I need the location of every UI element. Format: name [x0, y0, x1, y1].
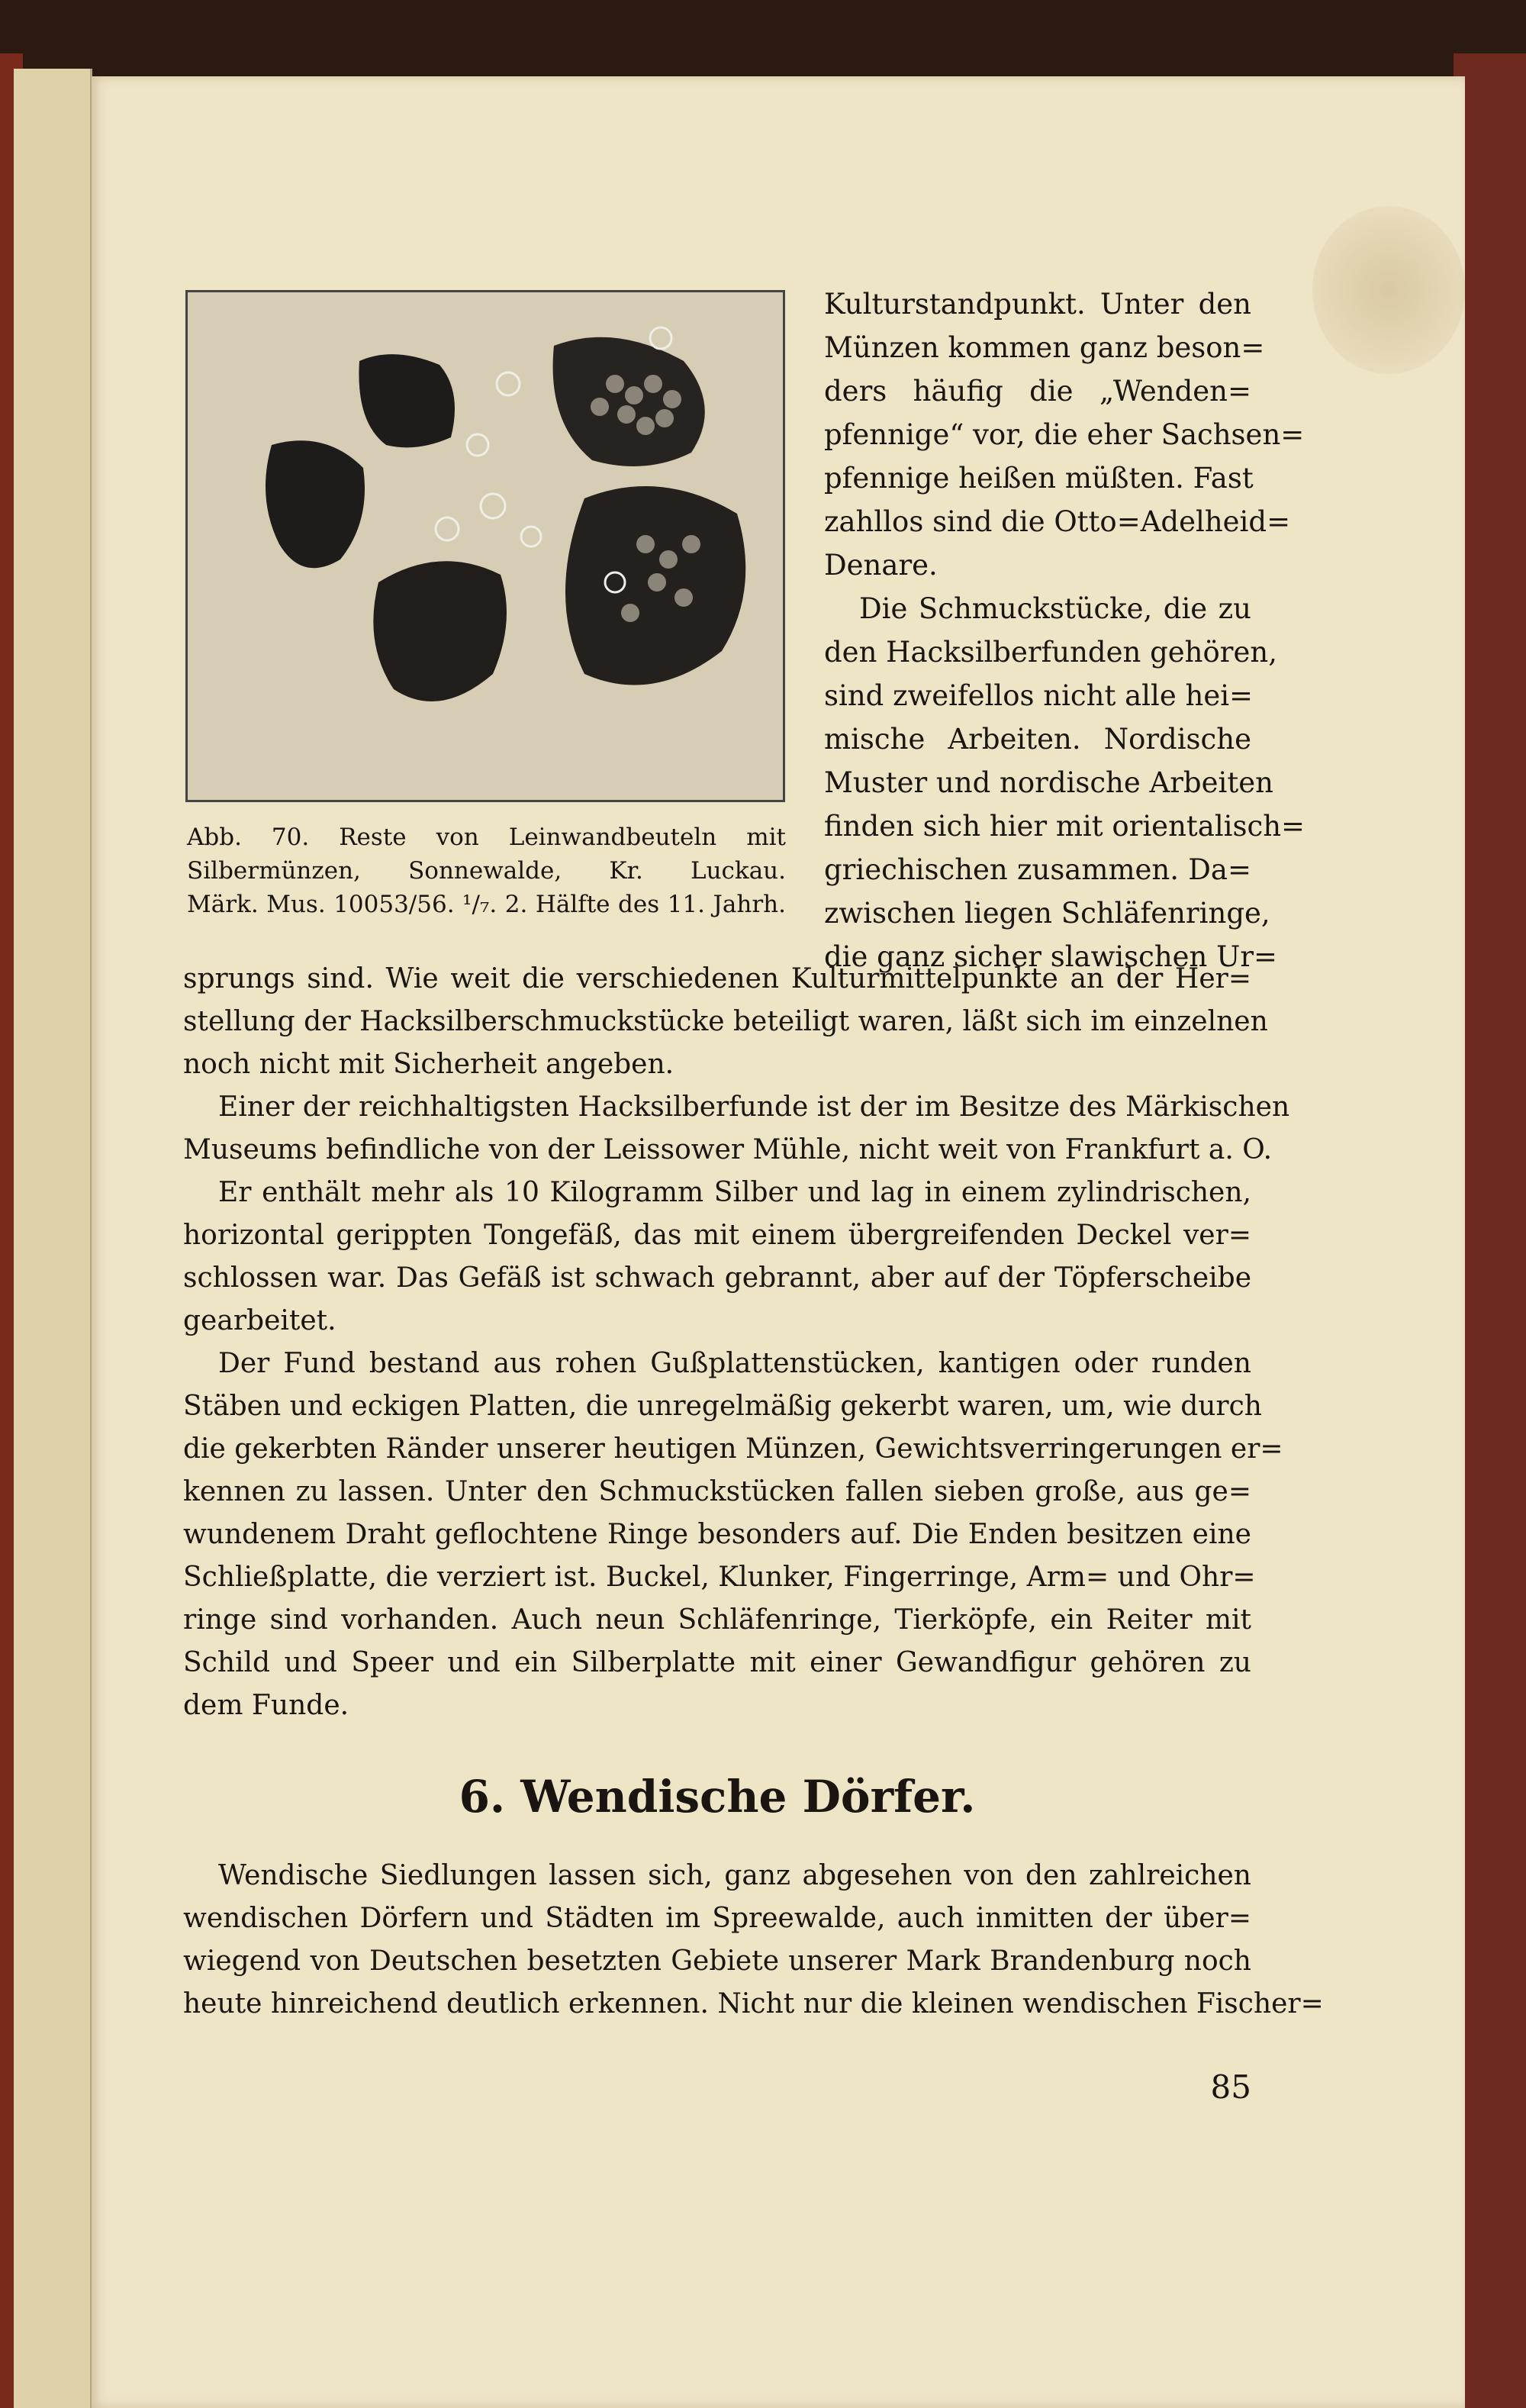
text-line: sind zweifellos nicht alle hei=	[824, 679, 1254, 712]
coin-bags-illustration	[188, 292, 783, 800]
text-line: den Hacksilberfunden gehören,	[824, 636, 1277, 669]
text-line: ders häufig die „Wenden=	[824, 375, 1251, 408]
text-line: wiegend von Deutschen besetzten Gebiete unserer Mark Brandenburg noch	[183, 1945, 1251, 1977]
text-line: griechischen zusammen. Da=	[824, 853, 1251, 886]
text-line: wundenem Draht geflochtene Ringe besonders auf. Die Enden besitzen eine	[183, 1519, 1251, 1550]
text-line: gearbeitet.	[183, 1305, 336, 1336]
caption-line: Abb. 70. Reste von Leinwandbeuteln mit	[187, 824, 786, 851]
text-line: Schild und Speer und ein Silberplatte mit einer Gewandfigur gehören zu	[183, 1647, 1251, 1678]
text-line: Einer der reichhaltigsten Hacksilberfunde ist der im Besitze des Märkischen	[218, 1091, 1290, 1123]
text-line: Er enthält mehr als 10 Kilogramm Silber und lag in einem zylindrischen,	[218, 1177, 1251, 1208]
text-line: heute hinreichend deutlich erkennen. Nicht nur die kleinen wendischen Fischer=	[183, 1988, 1324, 2020]
text-line: die ganz sicher slawischen Ur=	[824, 940, 1278, 973]
text-line: kennen zu lassen. Unter den Schmuckstücken fallen sieben große, aus ge=	[183, 1476, 1251, 1507]
text-line: Münzen kommen ganz beson=	[824, 331, 1265, 364]
text-line: wendischen Dörfern und Städten im Spreewalde, auch inmitten der über=	[183, 1903, 1251, 1934]
text-line: finden sich hier mit orientalisch=	[824, 810, 1305, 843]
text-line: pfennige heißen müßten. Fast	[824, 462, 1254, 495]
figure-photo	[185, 290, 785, 802]
text-line: stellung der Hacksilberschmuckstücke beteiligt waren, läßt sich im einzelnen	[183, 1006, 1268, 1037]
page-number: 85	[1210, 2068, 1251, 2106]
text-line: Denare.	[824, 549, 938, 582]
text-line: mische Arbeiten. Nordische	[824, 723, 1251, 756]
text-line: Muster und nordische Arbeiten	[824, 766, 1273, 799]
section-heading: 6. Wendische Dörfer.	[459, 1771, 976, 1823]
paper-stain	[1312, 206, 1465, 374]
text-line: horizontal gerippten Tongefäß, das mit einem übergreifenden Deckel ver=	[183, 1220, 1251, 1251]
text-line: Kulturstandpunkt. Unter den	[824, 288, 1251, 321]
text-line: Die Schmuckstücke, die zu	[859, 592, 1251, 625]
figure-caption	[187, 820, 786, 921]
text-line: ringe sind vorhanden. Auch neun Schläfenringe, Tierköpfe, ein Reiter mit	[183, 1604, 1251, 1636]
text-line: die gekerbten Ränder unserer heutigen Münzen, Gewichtsverringerungen er=	[183, 1433, 1283, 1465]
caption-line: Silbermünzen, Sonnewalde, Kr. Luckau.	[187, 857, 786, 885]
previous-page-edge	[14, 69, 92, 2408]
text-line: Stäben und eckigen Platten, die unregelmäßig gekerbt waren, um, wie durch	[183, 1391, 1262, 1422]
text-line: zahllos sind die Otto=Adelheid=	[824, 505, 1291, 538]
caption-line: Märk. Mus. 10053/56. ¹/₇. 2. Hälfte des 11. Jahrh.	[187, 891, 786, 918]
text-line: pfennige“ vor, die eher Sachsen=	[824, 418, 1305, 451]
text-line: schlossen war. Das Gefäß ist schwach gebrannt, aber auf der Töpferscheibe	[183, 1262, 1251, 1294]
text-line: Der Fund bestand aus rohen Gußplattenstücken, kantigen oder runden	[218, 1348, 1251, 1379]
text-line: zwischen liegen Schläfenringe,	[824, 897, 1270, 930]
text-line: noch nicht mit Sicherheit angeben.	[183, 1049, 674, 1080]
text-line: dem Funde.	[183, 1690, 349, 1721]
section-text	[183, 1855, 1324, 2026]
side-column-text	[824, 282, 1305, 978]
text-line: sprungs sind. Wie weit die verschiedenen Kulturmittelpunkte an der Her=	[183, 963, 1251, 994]
text-line: Schließplatte, die verziert ist. Buckel, Klunker, Fingerringe, Arm= und Ohr=	[183, 1562, 1256, 1593]
main-text	[183, 958, 1290, 1727]
text-line: Wendische Siedlungen lassen sich, ganz abgesehen von den zahlreichen	[218, 1860, 1251, 1891]
text-line: Museums befindliche von der Leissower Mühle, nicht weit von Frankfurt a. O.	[183, 1134, 1273, 1165]
